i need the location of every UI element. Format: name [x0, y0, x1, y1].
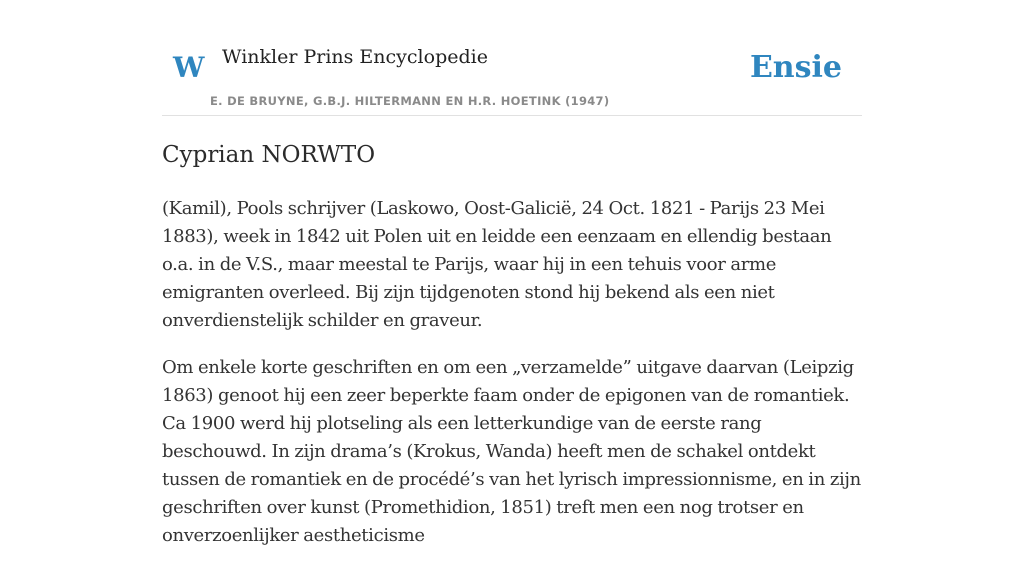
- article-content: [162, 137, 862, 569]
- article-paragraph: (Kamil), Pools schrijver (Laskowo, Oost-Galicië, 24 Oct. 1821 - Parijs 23 Mei 1883), week in 1842 uit Polen uit en leidde een eenzaam en ellendig bestaan o.a. in de V.S., maar meestal te Parijs, waar hij in een tehuis voor arme emigranten overleed. Bij zijn tijdgenoten stond hij bekend als een niet onverdienstelijk schilder en graveur.: [162, 198, 832, 331]
- source-authors: E. DE BRUYNE, G.B.J. HILTERMANN EN H.R. HOETINK (1947): [210, 94, 610, 108]
- source-title[interactable]: Winkler Prins Encyclopedie: [222, 46, 488, 68]
- article-paragraph: Om enkele korte geschriften en om een „verzamelde” uitgave daarvan (Leipzig 1863) genoot hij een zeer beperkte faam onder de epigonen van de romantiek. Ca 1900 werd hij plotseling als een letterkundige van de eerste rang beschouwd. In zijn drama’s (Krokus, Wanda) heeft men de schakel ontdekt tussen de romantiek en de procédé’s van het lyrisch impressionnisme, en in zijn geschriften over kunst (Promethidion, 1851) treft men een nog trotser en onverzoenlijker aestheticisme: [162, 357, 861, 546]
- source-logo-icon[interactable]: W: [173, 51, 205, 84]
- article-title: Cyprian NORWTO: [162, 142, 376, 168]
- source-header: [162, 40, 862, 116]
- brand-logo[interactable]: Ensie: [749, 50, 842, 85]
